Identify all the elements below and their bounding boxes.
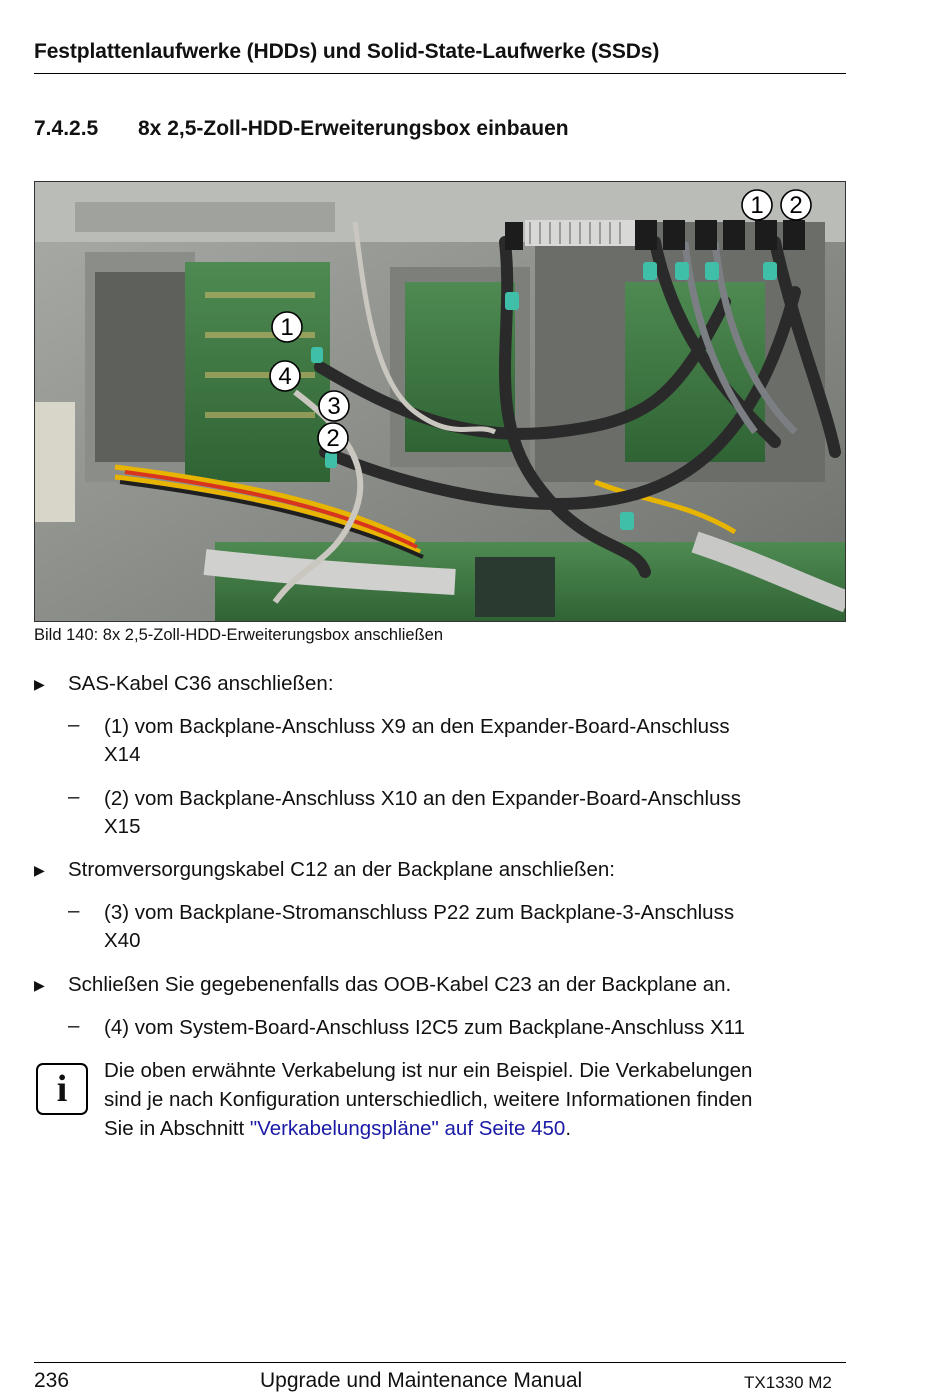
callout-2-left [318,423,348,453]
svg-text:1: 1 [280,314,294,341]
step-1-text: SAS-Kabel C36 anschließen: [68,672,334,695]
section-title: 8x 2,5-Zoll-HDD-Erweiterungsbox einbauen [138,117,569,140]
callout-1-top [742,190,772,220]
step-2-text: Stromversorgungskabel C12 an der Backplane anschließen: [68,858,615,881]
running-header: Festplattenlaufwerke (HDDs) und Solid-State-Laufwerke (SSDs) [34,40,660,63]
svg-text:3: 3 [327,393,341,420]
info-icon: i [36,1063,88,1115]
substep-2-line1: (2) vom Backplane-Anschluss X10 an den Expander-Board-Anschluss [104,787,741,810]
footer-rule [34,1362,846,1363]
substep-1-line1: (1) vom Backplane-Anschluss X9 an den Expander-Board-Anschluss [104,715,730,738]
svg-text:2: 2 [326,425,340,452]
server-interior-photo [34,181,846,622]
note-line3 [104,1115,571,1143]
svg-text:4: 4 [278,363,292,390]
header-rule [34,73,846,74]
svg-text:1: 1 [750,192,764,219]
note-line3-text: Sie in Abschnitt [104,1117,250,1140]
section-number: 7.4.2.5 [34,117,99,140]
callout-3 [319,391,349,421]
svg-text:2: 2 [789,192,803,219]
page-number: 236 [34,1369,70,1392]
substep-1-line2: X14 [104,743,141,766]
section-heading [34,117,569,141]
dash-marker: – [68,785,80,808]
step-3-text: Schließen Sie gegebenenfalls das OOB-Kabel C23 an der Backplane an. [68,973,732,996]
bullet-arrow-icon: ▶ [34,862,45,878]
figure-caption: Bild 140: 8x 2,5-Zoll-HDD-Erweiterungsbox anschließen [34,626,444,644]
model-name: TX1330 M2 [744,1373,832,1392]
callout-2-top [781,190,811,220]
bullet-arrow-icon: ▶ [34,977,45,993]
cabling-plans-link[interactable]: "Verkabelungspläne" auf Seite 450 [249,1117,566,1140]
substep-4-line1: (4) vom System-Board-Anschluss I2C5 zum Backplane-Anschluss X11 [104,1016,746,1039]
dash-marker: – [68,1014,80,1037]
dash-marker: – [68,713,80,736]
callout-4 [270,361,300,391]
callout-1-left [272,312,302,342]
bullet-arrow-icon: ▶ [34,676,45,692]
note-line1: Die oben erwähnte Verkabelung ist nur ein Beispiel. Die Verkabelungen [104,1059,753,1082]
note-line3-end: . [565,1117,572,1140]
substep-3-line2: X40 [104,929,141,952]
substep-3-line1: (3) vom Backplane-Stromanschluss P22 zum Backplane-3-Anschluss [104,901,735,924]
manual-title: Upgrade und Maintenance Manual [260,1369,583,1392]
dash-marker: – [68,899,80,922]
substep-2-line2: X15 [104,815,141,838]
note-line2: sind je nach Konfiguration unterschiedlich, weitere Informationen finden [104,1088,753,1111]
